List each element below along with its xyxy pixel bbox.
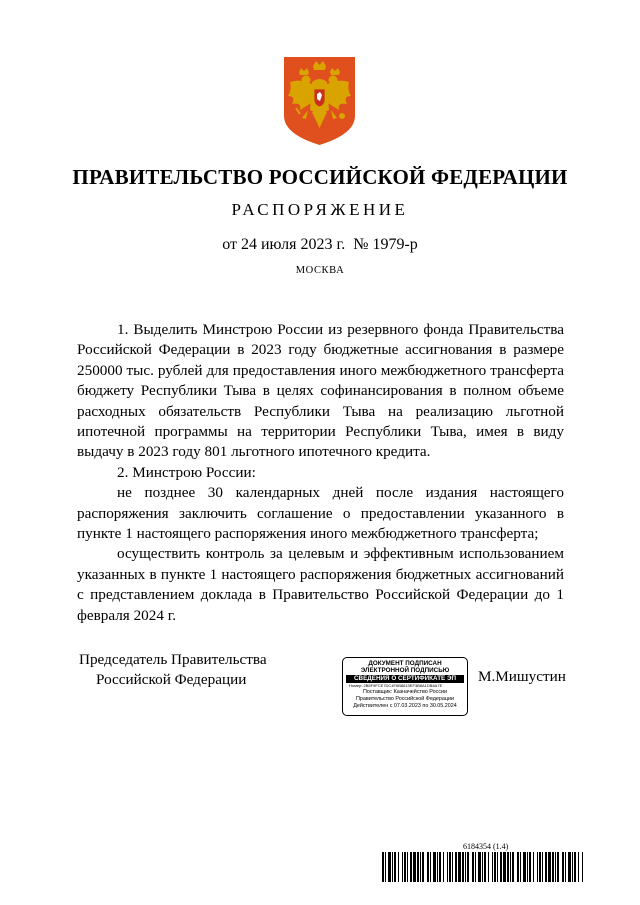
paragraph-3: не позднее 30 календарных дней после издания настоящего распоряжения заключить соглашение о предоставлении указанного в пункте 1 настоящего распоряжения иного межбюджетного трансферта; <box>77 484 564 543</box>
stamp-line2: ЭЛЕКТРОННОЙ ПОДПИСЬЮ <box>360 667 450 674</box>
stamp-cert-number: Номер: 2B5F9FCE7DC4F6B8613EF3B8A1DB6A7E <box>349 683 443 688</box>
document-body <box>77 320 564 626</box>
document-number: № 1979-р <box>353 236 418 253</box>
issue-city: МОСКВА <box>295 265 345 276</box>
document-code: 6184354 (1.4) <box>463 842 509 851</box>
signatory-position <box>79 650 267 690</box>
stamp-validity: Действителен с 07.03.2023 по 30.05.2024 <box>353 703 457 709</box>
russian-coat-of-arms-icon <box>282 56 357 146</box>
barcode-icon <box>382 852 584 882</box>
signatory-position-line2: Российской Федерации <box>96 671 247 688</box>
stamp-line1: ДОКУМЕНТ ПОДПИСАН <box>368 660 442 667</box>
electronic-signature-stamp <box>342 657 468 716</box>
paragraph-1: 1. Выделить Минстрою России из резервного фонда Правительства Российской Федерации в 2023 году бюджетные ассигнования в размере 250000 тыс. рублей для предоставления иного межбюджетного трансферта бюджету Республики Тыва в целях софинансирования в полном объеме расходных обязательств Республики Тыва на реализацию льготной ипотечной программы на территории Республики Тыва, имея в виду выдачу в 2023 году 801 льготного ипотечного кредита. <box>77 321 564 461</box>
signatory-position-line1: Председатель Правительства <box>79 651 267 668</box>
signatory-name: М.Мишустин <box>478 668 566 685</box>
stamp-cert-header: СВЕДЕНИЯ О СЕРТИФИКАТЕ ЭП <box>346 675 464 683</box>
document-type: РАСПОРЯЖЕНИЕ <box>231 200 409 219</box>
document-date-line <box>0 236 640 254</box>
stamp-issuer: Поставщик: Казначейство России <box>362 689 448 695</box>
paragraph-2: 2. Минстрою России: <box>117 463 256 481</box>
stamp-owner: Правительство Российской Федерации <box>355 696 454 702</box>
paragraph-4: осуществить контроль за целевым и эффективным использованием указанных в пункте 1 настоящего распоряжения бюджетных ассигнований с представлением доклада в Правительство Российской Федерации до 1 февраля 2024 г. <box>77 545 564 624</box>
document-date: от 24 июля 2023 г. <box>222 236 346 253</box>
government-title: ПРАВИТЕЛЬСТВО РОССИЙСКОЙ ФЕДЕРАЦИИ <box>72 165 568 189</box>
